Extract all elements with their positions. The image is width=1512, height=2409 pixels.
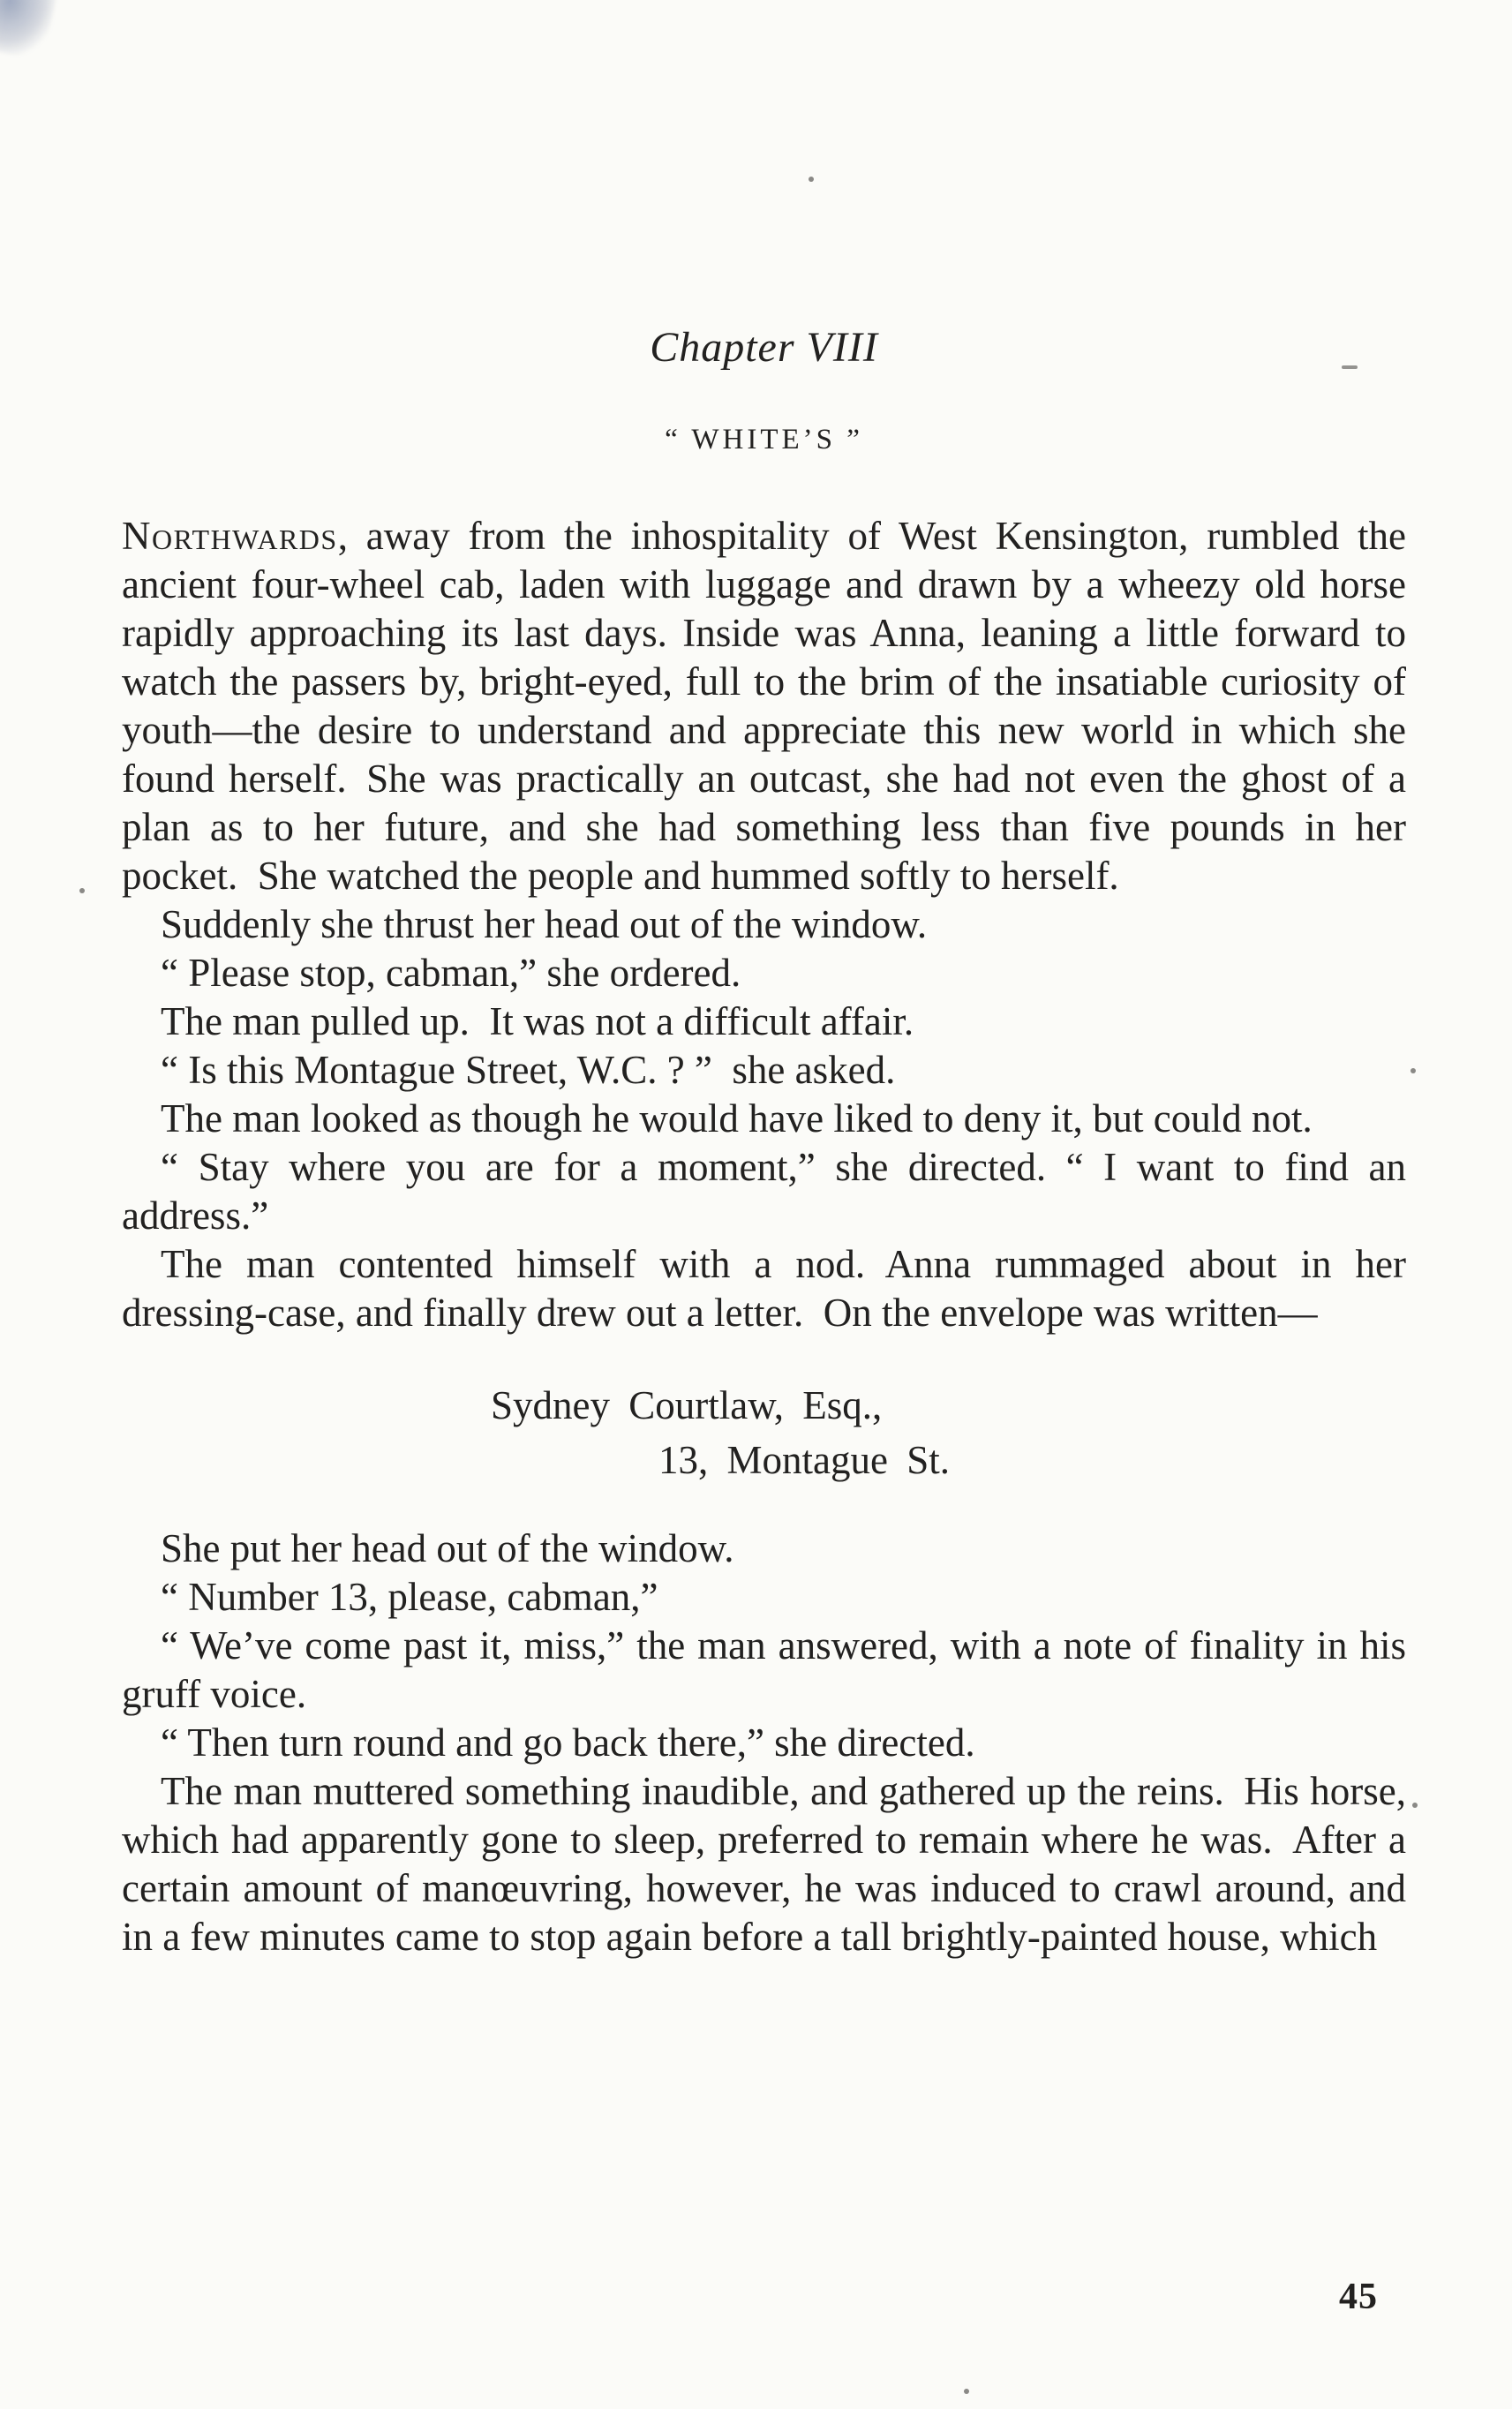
scan-speck: [79, 888, 85, 893]
section-heading: “ WHITE’S ”: [665, 424, 863, 455]
paragraph: “ Please stop, cabman,” she ordered.: [161, 951, 741, 995]
lead-word: Northwards: [122, 514, 338, 558]
paragraph: The man contented himself with a nod. Anna rummaged about in her dressing-case, and finally drew out a letter. On the envelope was written—: [122, 1242, 1406, 1335]
paragraph: The man looked as though he would have liked to deny it, but could not.: [161, 1096, 1313, 1141]
page-number: 45: [1339, 2277, 1378, 2317]
paragraph: She put her head out of the window.: [161, 1526, 734, 1570]
paragraph: The man pulled up. It was not a difficult affair.: [161, 999, 914, 1043]
scan-speck: [964, 2389, 969, 2394]
paragraph: The man muttered something inaudible, and gathered up the reins. His horse, which had apparently gone to sleep, preferred to remain where he was. After a certain amount of manœuvring, however, he was induced to crawl around, and in a few minutes came to stop again before a tall brightly-painted house, which: [122, 1769, 1406, 1959]
paragraph-text: , away from the inhospitality of West Kensington, rumbled the ancient four-wheel cab, laden with luggage and drawn by a wheezy old horse rapidly approaching its last days. Inside was Anna, leaning a little forward to watch the passers by, bright-eyed, full to the brim of the insatiable curiosity of youth—the desire to understand and appreciate this new world in which she found herself. She was practically an outcast, she had not even the ghost of a plan as to her future, and she had something less than five pounds in her pocket. She watched the people and hummed softly to herself.: [122, 514, 1406, 898]
paragraph: “ Then turn round and go back there,” she directed.: [161, 1720, 975, 1765]
body-text: [122, 512, 1406, 1961]
paragraph: “ We’ve come past it, miss,” the man answered, with a note of finality in his gruff voice.: [122, 1623, 1406, 1716]
scan-speck: [1412, 1803, 1418, 1808]
scan-smudge: [0, 0, 58, 61]
envelope-line-street: 13, Montague St.: [658, 1438, 950, 1482]
paragraph: “ Stay where you are for a moment,” she directed. “ I want to find an address.”: [122, 1145, 1406, 1238]
paragraph: “ Number 13, please, cabman,”: [161, 1575, 658, 1619]
scan-speck: [809, 177, 814, 182]
paragraph: [122, 512, 1406, 900]
paragraph: Suddenly she thrust her head out of the window.: [161, 902, 928, 946]
chapter-heading: Chapter VIII: [650, 324, 878, 371]
scan-speck: [1410, 1068, 1416, 1073]
paragraph: “ Is this Montague Street, W.C. ? ” she asked.: [161, 1048, 896, 1092]
text-block: [122, 325, 1406, 1961]
envelope-address: [122, 1378, 1406, 1487]
envelope-line-name: Sydney Courtlaw, Esq.,: [491, 1383, 883, 1427]
